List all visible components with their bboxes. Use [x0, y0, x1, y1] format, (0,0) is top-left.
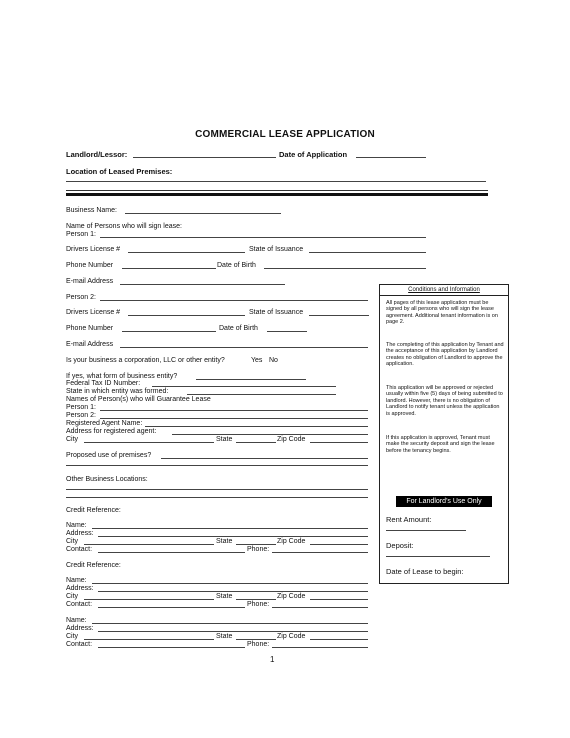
cr1-name-label: Name:	[66, 522, 87, 529]
conditions-divider	[379, 295, 509, 296]
cr1-address-label: Address:	[66, 530, 94, 537]
business-name-label: Business Name:	[66, 207, 117, 214]
cr2-zip-field[interactable]	[310, 599, 368, 600]
drivers-license-field-2[interactable]	[128, 315, 245, 316]
cr3-name-label: Name:	[66, 617, 87, 624]
dob-label: Date of Birth	[217, 262, 256, 269]
phone-label-2: Phone Number	[66, 325, 114, 332]
cr1-name-field[interactable]	[92, 528, 368, 529]
cr2-phone-field[interactable]	[272, 607, 368, 608]
drivers-license-field[interactable]	[128, 252, 245, 253]
conditions-para-1: All pages of this lease application must be signed by all persons who will sign the lease agreement. Additional tenant information is on page 2.	[386, 300, 498, 326]
cr2-address-field[interactable]	[98, 591, 368, 592]
cr3-phone-field[interactable]	[272, 647, 368, 648]
state-issuance-field[interactable]	[309, 252, 426, 253]
rent-amount-field[interactable]	[386, 530, 466, 531]
conditions-para-2: The completing of this application by Tenant and the acceptance of this application by Landlord creates no obligation of Landlord to approve the application.	[386, 342, 504, 368]
form-business-field[interactable]	[196, 379, 306, 380]
other-locations-field-2[interactable]	[66, 497, 368, 498]
other-locations-field[interactable]	[66, 489, 368, 490]
city-label: City	[66, 436, 79, 443]
cr1-phone-label: Phone:	[247, 546, 270, 553]
conditions-title: Conditions and Information	[408, 287, 480, 293]
state-issuance-label-2: State of Issuance	[249, 309, 304, 316]
lease-date-label: Date of Lease to begin:	[386, 567, 464, 576]
person1-label: Person 1:	[66, 231, 96, 238]
divider	[66, 190, 488, 191]
persons-sign-label: Name of Persons who will sign lease:	[66, 223, 182, 230]
cr2-name-label: Name:	[66, 577, 87, 584]
cr2-phone-label: Phone:	[247, 601, 270, 608]
proposed-use-field[interactable]	[161, 458, 368, 459]
state-issuance-field-2[interactable]	[309, 315, 369, 316]
state-formed-label: State in which entity was formed:	[66, 388, 169, 395]
no-option[interactable]: No	[269, 357, 278, 364]
cr3-address-field[interactable]	[98, 631, 368, 632]
person2-field[interactable]	[100, 300, 368, 301]
cr1-city-field[interactable]	[84, 544, 214, 545]
deposit-label: Deposit:	[386, 541, 414, 550]
date-of-application-label: Date of Application	[279, 150, 348, 159]
guarantor-person2-label: Person 2:	[66, 412, 96, 419]
cr2-city-label: City	[66, 593, 79, 600]
state-field[interactable]	[236, 442, 276, 443]
page-number: 1	[270, 655, 275, 664]
yes-option[interactable]: Yes	[251, 357, 263, 364]
reg-agent-field[interactable]	[145, 426, 368, 427]
zip-label: Zip Code	[277, 436, 306, 443]
credit-ref-label-2: Credit Reference:	[66, 562, 121, 569]
cr3-zip-field[interactable]	[310, 639, 368, 640]
cr1-phone-field[interactable]	[272, 552, 368, 553]
conditions-para-3: This application will be approved or rejected usually within five (5) days of being submitted to landlord. However, there is no obligation of Landlord to notify tenant unless the application is approved.	[386, 385, 503, 417]
cr3-contact-field[interactable]	[98, 647, 245, 648]
cr2-zip-label: Zip Code	[277, 593, 306, 600]
email-label: E-mail Address	[66, 278, 114, 285]
conditions-para-4: If this application is approved, Tenant must make the security deposit and sign the lease before the tenancy begins.	[386, 435, 495, 454]
email-label-2: E-mail Address	[66, 341, 114, 348]
landlord-use-heading: For Landlord’s Use Only	[396, 496, 492, 507]
cr2-contact-field[interactable]	[98, 607, 245, 608]
cr2-name-field[interactable]	[92, 583, 368, 584]
dob-field[interactable]	[264, 268, 426, 269]
fed-tax-label: Federal Tax ID Number:	[66, 380, 141, 387]
cr2-address-label: Address:	[66, 585, 94, 592]
drivers-license-label-2: Drivers License #	[66, 309, 121, 316]
cr1-zip-label: Zip Code	[277, 538, 306, 545]
dob-field-2[interactable]	[267, 331, 307, 332]
state-label: State	[216, 436, 233, 443]
cr3-address-label: Address:	[66, 625, 94, 632]
cr3-name-field[interactable]	[92, 623, 368, 624]
cr3-city-label: City	[66, 633, 79, 640]
deposit-field[interactable]	[386, 556, 490, 557]
zip-field[interactable]	[310, 442, 368, 443]
cr1-city-label: City	[66, 538, 79, 545]
cr3-phone-label: Phone:	[247, 641, 270, 648]
dob-label-2: Date of Birth	[219, 325, 258, 332]
reg-agent-label: Registered Agent Name:	[66, 420, 143, 427]
page-title: COMMERCIAL LEASE APPLICATION	[195, 129, 375, 140]
cr3-city-field[interactable]	[84, 639, 214, 640]
rent-amount-label: Rent Amount:	[386, 515, 432, 524]
cr1-contact-field[interactable]	[98, 552, 245, 553]
cr3-zip-label: Zip Code	[277, 633, 306, 640]
drivers-license-label: Drivers License #	[66, 246, 121, 253]
city-field[interactable]	[84, 442, 214, 443]
cr2-contact-label: Contact:	[66, 601, 93, 608]
guarantor-person1-field[interactable]	[100, 410, 368, 411]
landlord-label: Landlord/Lessor:	[66, 150, 128, 159]
cr1-contact-label: Contact:	[66, 546, 93, 553]
fed-tax-field[interactable]	[152, 386, 336, 387]
corp-question: Is your business a corporation, LLC or other entity?	[66, 357, 225, 364]
divider-thick	[66, 193, 488, 196]
other-locations-label: Other Business Locations:	[66, 476, 148, 483]
location-field[interactable]	[66, 181, 486, 182]
location-label: Location of Leased Premises:	[66, 167, 173, 176]
addr-reg-agent-label: Address for registered agent:	[66, 428, 157, 435]
cr2-city-field[interactable]	[84, 599, 214, 600]
phone-label: Phone Number	[66, 262, 114, 269]
date-of-application-field[interactable]	[356, 157, 426, 158]
cr1-state-label: State	[216, 538, 233, 545]
guarantor-person1-label: Person 1:	[66, 404, 96, 411]
phone-field[interactable]	[122, 268, 216, 269]
cr2-state-label: State	[216, 593, 233, 600]
business-name-field[interactable]	[125, 213, 281, 214]
person2-label: Person 2:	[66, 294, 96, 301]
state-issuance-label: State of Issuance	[249, 246, 304, 253]
credit-ref-label: Credit Reference:	[66, 507, 121, 514]
person1-field[interactable]	[100, 237, 426, 238]
conditions-box	[379, 284, 509, 584]
email-field-2[interactable]	[120, 347, 368, 348]
proposed-use-label: Proposed use of premises?	[66, 452, 152, 459]
phone-field-2[interactable]	[122, 331, 216, 332]
guarantors-label: Names of Person(s) who will Guarantee Lease	[66, 396, 211, 403]
email-field[interactable]	[120, 284, 285, 285]
form-business-label: If yes, what form of business entity?	[66, 373, 178, 380]
cr1-zip-field[interactable]	[310, 544, 368, 545]
cr1-address-field[interactable]	[98, 536, 368, 537]
landlord-field[interactable]	[133, 157, 276, 158]
proposed-use-field-2[interactable]	[66, 465, 368, 466]
addr-reg-agent-field[interactable]	[172, 434, 368, 435]
cr3-contact-label: Contact:	[66, 641, 93, 648]
cr3-state-label: State	[216, 633, 233, 640]
